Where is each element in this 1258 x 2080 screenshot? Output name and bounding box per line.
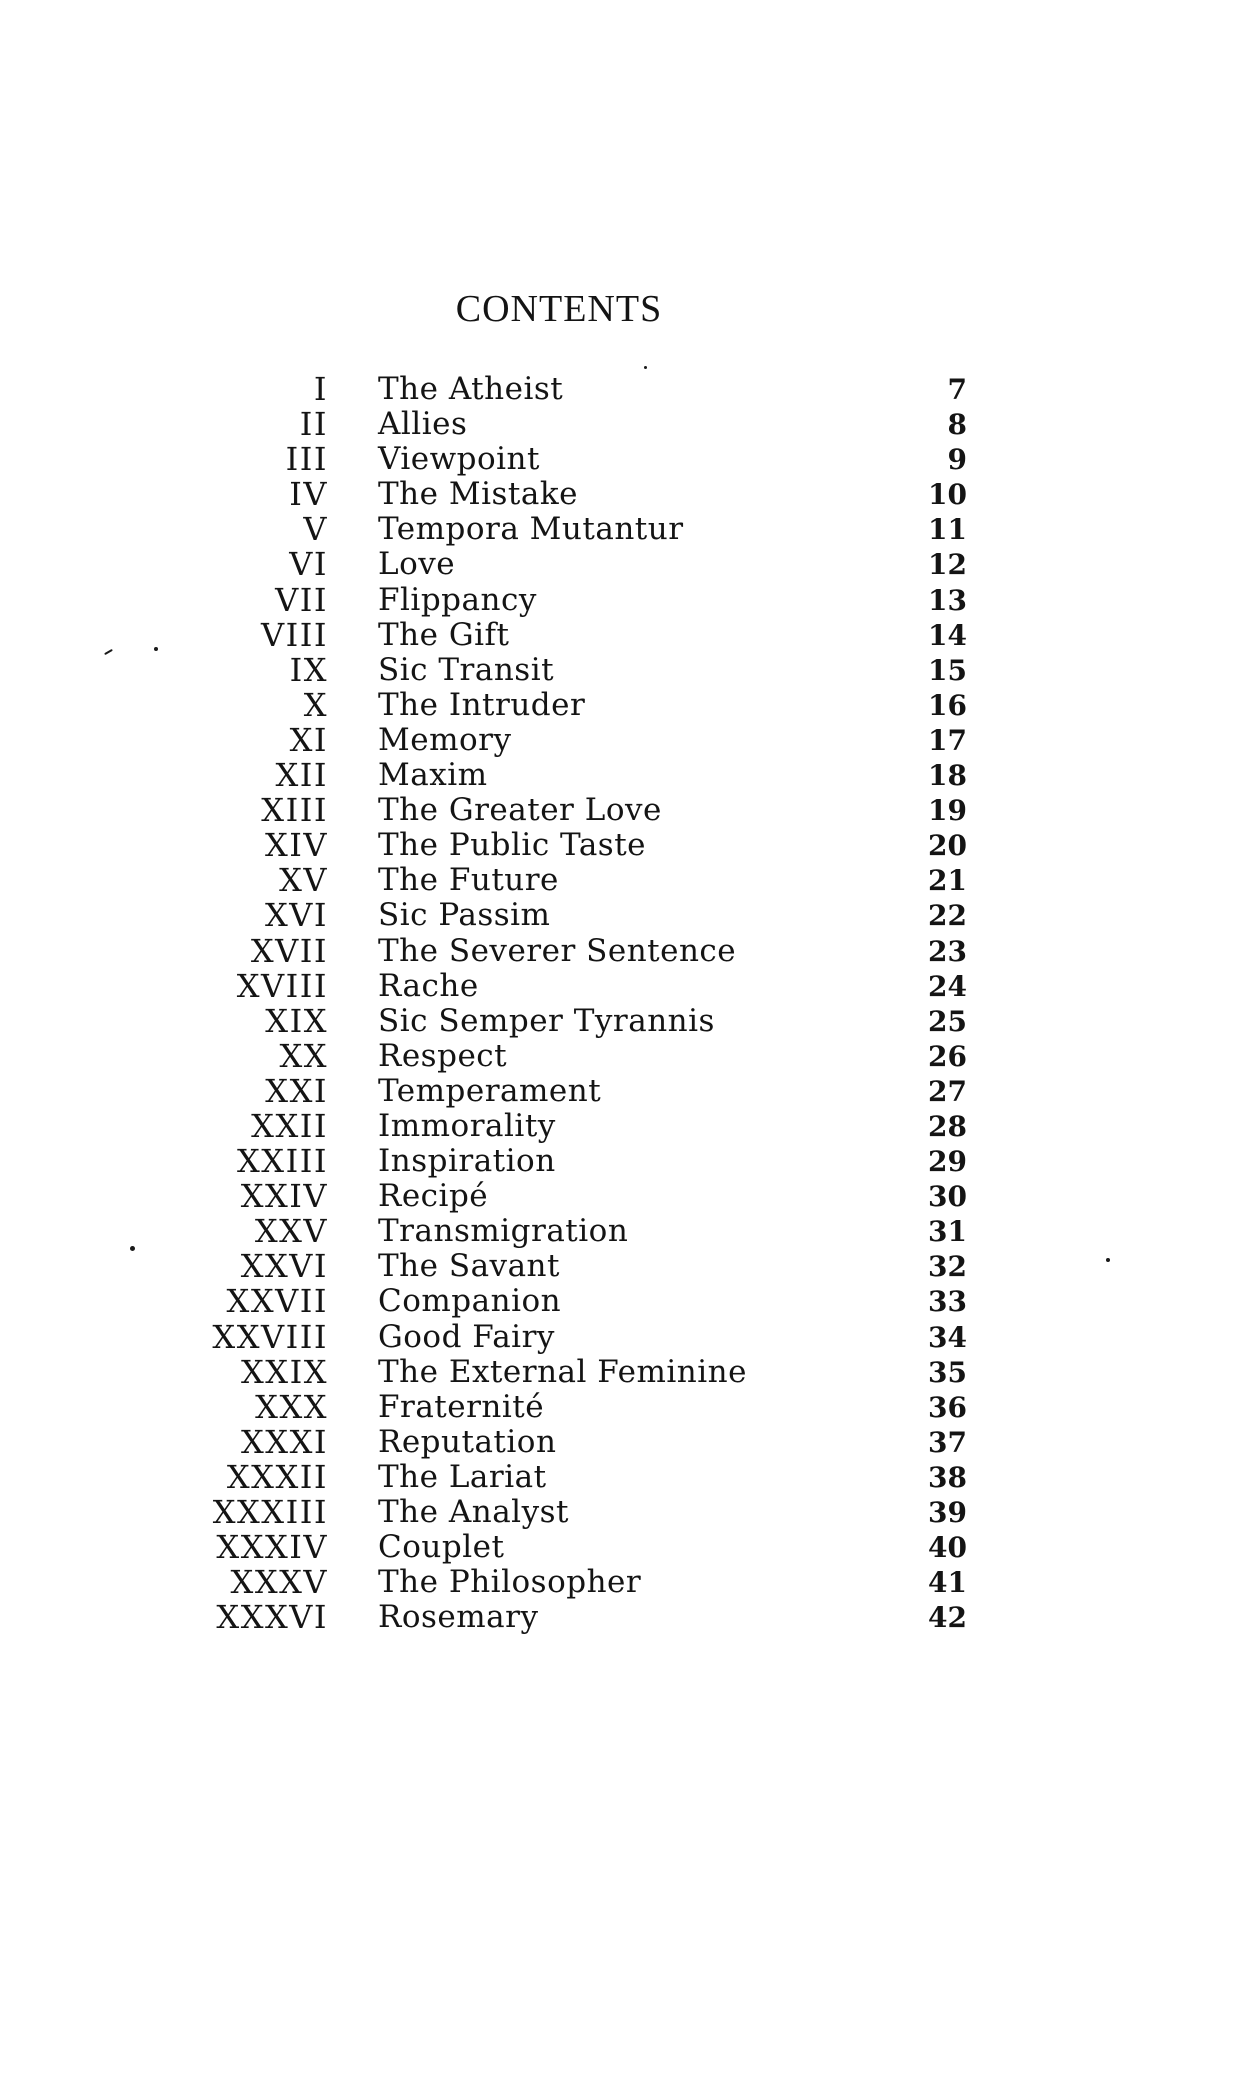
page-number: 14	[928, 618, 967, 652]
chapter-title: Sic Semper Tyrannis	[378, 1002, 715, 1039]
page-number: 26	[928, 1039, 967, 1073]
chapter-numeral: XII	[275, 756, 328, 795]
chapter-numeral: IX	[289, 650, 328, 689]
page-number: 32	[928, 1250, 967, 1284]
chapter-numeral: II	[299, 405, 328, 444]
toc-entry	[0, 1387, 1258, 1426]
toc-entry	[0, 407, 1258, 442]
chapter-title: Maxim	[378, 757, 488, 794]
toc-entry	[0, 863, 1258, 898]
page-number: 42	[928, 1601, 967, 1635]
print-speck	[1106, 1258, 1110, 1262]
toc-entry	[0, 1495, 1258, 1530]
page-number: 20	[928, 829, 967, 863]
page-number: 24	[928, 969, 967, 1003]
toc-entry	[0, 685, 1258, 724]
chapter-title: The Gift	[378, 616, 510, 653]
page-number: 8	[947, 408, 967, 442]
chapter-title: The Savant	[378, 1248, 560, 1285]
page-number: 30	[928, 1180, 967, 1214]
page-number: 27	[928, 1074, 967, 1108]
chapter-numeral: XIV	[264, 826, 328, 865]
chapter-numeral: VIII	[260, 615, 328, 654]
toc-entry	[0, 1530, 1258, 1565]
toc-entry	[0, 720, 1258, 759]
chapter-title: Reputation	[378, 1423, 557, 1460]
chapter-title: Inspiration	[378, 1143, 556, 1180]
page-number: 35	[928, 1355, 967, 1389]
toc-entry	[0, 966, 1258, 1005]
page-number: 31	[928, 1215, 967, 1249]
chapter-title: Couplet	[378, 1529, 505, 1566]
chapter-title: Love	[378, 546, 456, 583]
page-number: 16	[928, 688, 967, 722]
chapter-title: The Severer Sentence	[378, 932, 737, 969]
chapter-title: Viewpoint	[378, 441, 540, 478]
page-number: 41	[928, 1566, 967, 1600]
toc-entry	[0, 477, 1258, 512]
chapter-numeral: XXXIII	[212, 1493, 328, 1531]
chapter-numeral: XXIV	[240, 1177, 328, 1216]
page-number: 15	[928, 653, 967, 687]
chapter-numeral: XXXVI	[216, 1598, 328, 1637]
chapter-title: Rosemary	[378, 1599, 539, 1636]
chapter-title: Tempora Mutantur	[378, 511, 684, 548]
toc-entry	[0, 1071, 1258, 1110]
toc-entry	[0, 1001, 1258, 1040]
chapter-numeral: V	[303, 510, 328, 549]
chapter-numeral: VII	[275, 580, 328, 619]
chapter-title: The Public Taste	[378, 827, 647, 864]
chapter-numeral: XXXV	[230, 1563, 328, 1602]
toc-entry	[0, 615, 1258, 654]
page-number: 23	[928, 934, 967, 968]
chapter-numeral: XXII	[251, 1106, 328, 1145]
chapter-numeral: XXX	[255, 1387, 328, 1426]
page-number: 21	[928, 864, 967, 898]
page-number: 12	[928, 548, 967, 582]
print-speck	[154, 647, 158, 651]
chapter-title: The Atheist	[378, 371, 564, 407]
chapter-title: Flippancy	[378, 581, 537, 618]
toc-entry	[0, 1565, 1258, 1600]
page-number: 25	[928, 1004, 967, 1038]
page-number: 10	[928, 478, 967, 512]
page-number: 40	[928, 1531, 967, 1565]
toc-entry	[0, 793, 1258, 828]
page-number: 28	[928, 1109, 967, 1143]
page-number: 13	[928, 583, 967, 617]
chapter-title: The Future	[378, 862, 559, 899]
chapter-numeral: XXXI	[241, 1422, 328, 1461]
chapter-title: The Lariat	[378, 1458, 547, 1495]
toc-entry	[0, 898, 1258, 933]
print-speck	[644, 366, 647, 369]
page-number: 36	[928, 1390, 967, 1424]
chapter-title: Transmigration	[378, 1213, 629, 1250]
chapter-numeral: XIII	[261, 791, 328, 830]
chapter-title: Respect	[378, 1037, 508, 1074]
chapter-numeral: XV	[279, 861, 328, 900]
chapter-title: Recipé	[378, 1178, 489, 1215]
chapter-numeral: I	[313, 370, 328, 408]
chapter-numeral: XXIII	[237, 1142, 328, 1181]
chapter-title: The Greater Love	[378, 792, 662, 829]
chapter-numeral: IV	[289, 475, 328, 514]
chapter-numeral: XXVI	[240, 1247, 328, 1286]
chapter-numeral: XX	[279, 1036, 328, 1075]
chapter-numeral: X	[303, 685, 328, 724]
page-number: 33	[928, 1285, 967, 1319]
chapter-title: Temperament	[378, 1072, 602, 1109]
page-number: 18	[928, 759, 967, 793]
chapter-title: Immorality	[378, 1107, 556, 1144]
page-number: 29	[928, 1145, 967, 1179]
toc-entry	[0, 1422, 1258, 1461]
toc-entry	[0, 1144, 1258, 1179]
page-number: 7	[947, 373, 967, 406]
page-number: 39	[928, 1496, 967, 1529]
chapter-numeral: XVIII	[236, 966, 328, 1005]
toc-entry	[0, 1600, 1258, 1635]
toc-entry	[0, 650, 1258, 689]
print-speck	[130, 1246, 135, 1251]
toc-entry	[0, 547, 1258, 582]
chapter-numeral: XXV	[254, 1212, 328, 1251]
chapter-numeral: XXVIII	[212, 1317, 328, 1356]
chapter-numeral: XXIX	[241, 1352, 328, 1391]
chapter-title: Fraternité	[378, 1388, 545, 1425]
toc-entry	[0, 1352, 1258, 1391]
page-number: 9	[947, 443, 967, 477]
chapter-title: Memory	[378, 721, 512, 758]
chapter-numeral: XXVII	[226, 1282, 328, 1321]
toc-entry	[0, 512, 1258, 547]
toc-entry	[0, 1317, 1258, 1356]
chapter-title: Sic Transit	[378, 651, 555, 688]
page-number: 17	[928, 723, 967, 757]
chapter-numeral: XXXIV	[216, 1528, 328, 1567]
toc-entry	[0, 931, 1258, 970]
chapter-numeral: XVI	[264, 896, 328, 935]
chapter-title: Good Fairy	[378, 1318, 555, 1355]
chapter-title: The Intruder	[378, 686, 586, 723]
toc-entry	[0, 758, 1258, 793]
page-number: 19	[928, 794, 967, 828]
chapter-numeral: VI	[289, 545, 328, 584]
chapter-title: Rache	[378, 967, 479, 1004]
page-number: 11	[928, 513, 967, 547]
chapter-title: Companion	[378, 1283, 562, 1320]
page-number: 34	[928, 1320, 967, 1354]
chapter-title: The Analyst	[378, 1494, 569, 1530]
page-title: CONTENTS	[455, 288, 663, 330]
chapter-numeral: XVII	[250, 931, 328, 970]
page-number: 38	[928, 1460, 967, 1494]
page-number: 37	[928, 1425, 967, 1459]
page-number: 22	[928, 899, 967, 933]
toc-entry	[0, 580, 1258, 619]
chapter-numeral: XXXII	[226, 1457, 328, 1496]
chapter-title: The Mistake	[378, 476, 578, 513]
chapter-numeral: XIX	[265, 1001, 328, 1040]
toc-entry	[0, 1249, 1258, 1284]
table-of-contents	[0, 372, 1258, 1635]
toc-entry	[0, 1214, 1258, 1249]
chapter-numeral: III	[285, 440, 328, 479]
toc-entry	[0, 372, 1258, 407]
chapter-title: Sic Passim	[378, 897, 551, 934]
toc-entry	[0, 1036, 1258, 1075]
toc-entry	[0, 1457, 1258, 1496]
toc-entry	[0, 1106, 1258, 1145]
chapter-numeral: XXI	[265, 1071, 328, 1110]
chapter-title: The External Feminine	[378, 1353, 747, 1390]
toc-entry	[0, 1179, 1258, 1214]
chapter-numeral: XI	[289, 720, 328, 759]
chapter-title: The Philosopher	[378, 1564, 642, 1601]
toc-entry	[0, 1284, 1258, 1319]
toc-entry	[0, 828, 1258, 863]
toc-entry	[0, 442, 1258, 477]
chapter-title: Allies	[378, 406, 468, 443]
